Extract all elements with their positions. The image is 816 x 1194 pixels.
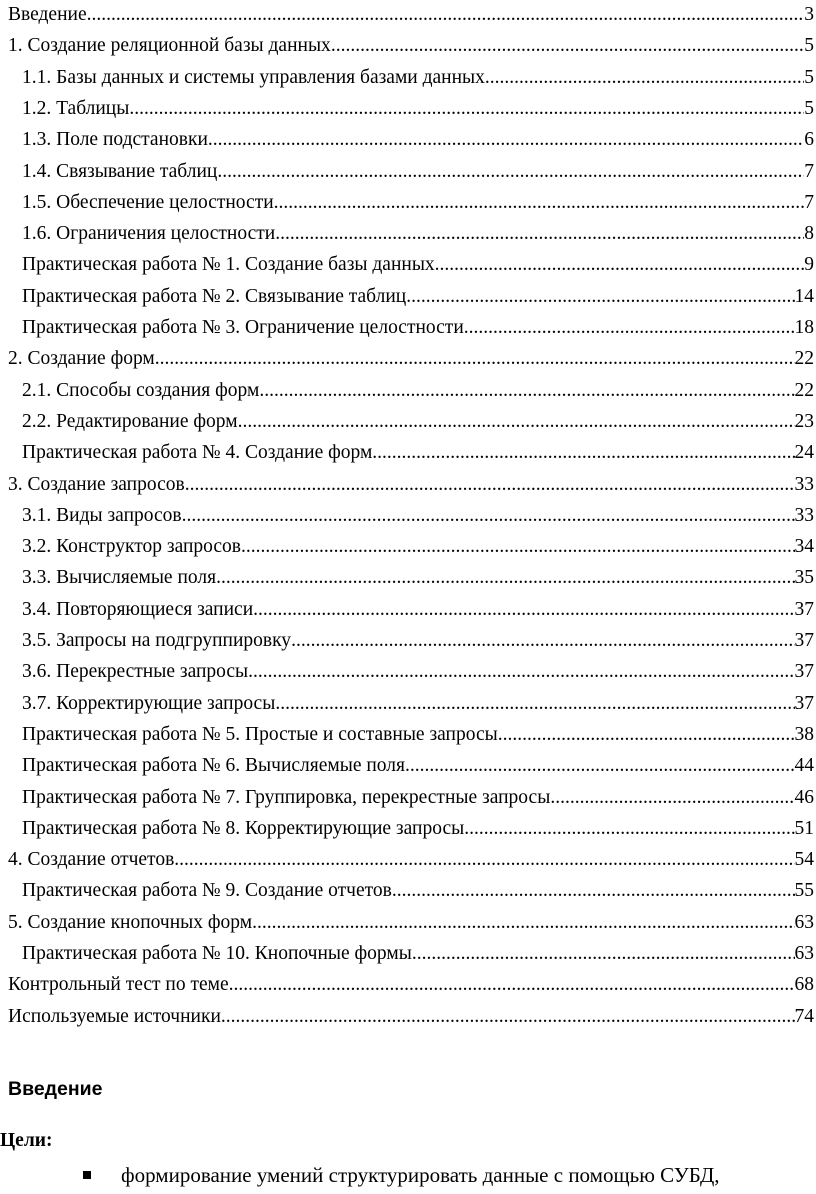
toc-entry[interactable]: [0, 562, 816, 593]
toc-entry-page: 22: [794, 348, 814, 370]
toc-dot-leader: [435, 249, 805, 280]
toc-entry-page: 23: [794, 410, 814, 432]
toc-dot-leader: [498, 719, 795, 750]
toc-entry-page: 24: [794, 442, 814, 464]
toc-dot-leader: [253, 594, 794, 625]
toc-dot-leader: [392, 875, 795, 906]
toc-entry-title: 1.1. Базы данных и системы управления базами данных: [22, 66, 485, 88]
toc-entry-title: 1.5. Обеспечение целостности: [22, 191, 274, 213]
toc-entry-page: 37: [794, 692, 814, 714]
toc-entry-page: 35: [794, 567, 814, 589]
toc-entry-page: 6: [804, 129, 814, 151]
toc-entry-title: Контрольный тест по теме: [8, 974, 229, 996]
toc-entry[interactable]: [0, 218, 816, 249]
toc-entry[interactable]: [0, 750, 816, 781]
toc-dot-leader: [485, 62, 804, 93]
toc-entry-title: 1.6. Ограничения целостности: [22, 223, 276, 245]
toc-entry-title: Практическая работа № 10. Кнопочные формы: [22, 943, 412, 964]
toc-entry-page: 33: [794, 504, 814, 526]
toc-entry[interactable]: [0, 469, 816, 500]
toc-entry-title: Используемые источники: [8, 1005, 221, 1027]
toc-dot-leader: [275, 688, 794, 719]
toc-dot-leader: [252, 907, 794, 938]
toc-entry[interactable]: [0, 656, 816, 687]
bullet-text: формирование умений структурировать данные с помощью СУБД,: [121, 1163, 720, 1187]
toc-entry-title: 4. Создание отчетов: [8, 849, 175, 871]
toc-entry-title: 3.5. Запросы на подгруппировку: [22, 630, 292, 651]
toc-entry-title: 3.3. Вычисляемые поля: [22, 567, 217, 589]
toc-entry-title: Практическая работа № 3. Ограничение целостности: [22, 317, 464, 338]
toc-entry-page: 37: [794, 661, 814, 683]
toc-entry-title: 3.4. Повторяющиеся записи: [22, 598, 254, 620]
toc-dot-leader: [331, 30, 804, 61]
toc-dot-leader: [275, 218, 804, 249]
toc-entry[interactable]: [0, 875, 816, 906]
toc-entry-page: 51: [794, 817, 814, 839]
toc-dot-leader: [185, 469, 795, 500]
toc-entry[interactable]: [0, 30, 816, 61]
toc-entry-title: 3. Создание запросов: [8, 473, 185, 495]
toc-entry-title: Практическая работа № 5. Простые и составные запросы: [22, 723, 498, 745]
toc-entry-page: 44: [794, 755, 814, 777]
toc-entry[interactable]: [0, 187, 816, 218]
toc-entry-title: 1. Создание реляционной базы данных: [8, 35, 331, 57]
toc-entry[interactable]: [0, 531, 816, 562]
toc-entry-page: 5: [804, 97, 814, 119]
toc-entry[interactable]: [0, 343, 816, 374]
toc-entry-page: 8: [804, 223, 814, 245]
toc-entry[interactable]: [0, 969, 816, 1000]
toc-entry-page: 63: [794, 943, 814, 964]
toc-entry-page: 38: [794, 723, 814, 745]
toc-entry[interactable]: [0, 688, 816, 719]
toc-entry[interactable]: [0, 375, 816, 406]
toc-entry-page: 37: [794, 598, 814, 620]
toc-entry[interactable]: [0, 281, 816, 312]
toc-dot-leader: [291, 625, 794, 656]
toc-dot-leader: [248, 656, 794, 687]
toc-entry-page: 9: [804, 254, 814, 276]
toc-entry-title: 3.1. Виды запросов: [22, 504, 182, 526]
toc-dot-leader: [412, 938, 795, 969]
toc-entry[interactable]: [0, 124, 816, 155]
toc-dot-leader: [464, 813, 794, 844]
toc-dot-leader: [208, 124, 804, 155]
toc-dot-leader: [217, 156, 804, 187]
toc-entry-page: 14: [794, 285, 814, 307]
toc-entry[interactable]: [0, 500, 816, 531]
toc-entry-title: 2.1. Способы создания форм: [22, 379, 260, 401]
toc-entry-title: 1.3. Поле подстановки: [22, 129, 208, 151]
toc-entry[interactable]: [0, 156, 816, 187]
toc-entry-page: 74: [794, 1005, 814, 1027]
toc-dot-leader: [87, 0, 805, 30]
toc-entry-page: 5: [804, 35, 814, 57]
toc-dot-leader: [464, 312, 795, 343]
toc-entry[interactable]: [0, 813, 816, 844]
toc-entry-title: 3.6. Перекрестные запросы: [22, 661, 249, 683]
toc-entry[interactable]: [0, 0, 816, 30]
toc-entry-title: Практическая работа № 6. Вычисляемые поля: [22, 755, 405, 777]
toc-entry-title: 2. Создание форм: [8, 348, 155, 370]
toc-dot-leader: [229, 969, 795, 1000]
square-bullet-icon: [83, 1171, 91, 1179]
toc-entry-page: 54: [794, 849, 814, 871]
toc-entry[interactable]: [0, 62, 816, 93]
toc-entry[interactable]: [0, 782, 816, 813]
toc-entry-title: Введение: [8, 4, 87, 25]
toc-entry-page: 33: [794, 473, 814, 495]
toc-entry[interactable]: [0, 719, 816, 750]
toc-entry-title: 2.2. Редактирование форм: [22, 410, 238, 432]
toc-dot-leader: [174, 844, 794, 875]
toc-entry[interactable]: [0, 406, 816, 437]
toc-dot-leader: [221, 1001, 795, 1032]
toc-entry-title: 3.2. Конструктор запросов: [22, 536, 241, 558]
toc-entry-title: 1.4. Связывание таблиц: [22, 160, 218, 182]
toc-dot-leader: [216, 562, 794, 593]
toc-entry-title: 5. Создание кнопочных форм: [8, 911, 253, 933]
toc-entry[interactable]: [0, 93, 816, 124]
toc-entry[interactable]: [0, 249, 816, 280]
toc-entry[interactable]: [0, 844, 816, 875]
toc-entry-page: 63: [794, 911, 814, 933]
toc-dot-leader: [182, 500, 795, 531]
toc-entry-page: 7: [804, 160, 814, 182]
toc-entry-page: 7: [804, 191, 814, 213]
toc-entry-title: Практическая работа № 1. Создание базы данных: [22, 254, 435, 276]
toc-entry-page: 46: [794, 786, 814, 808]
toc-entry[interactable]: [0, 312, 816, 343]
toc-entry[interactable]: [0, 594, 816, 625]
toc-dot-leader: [238, 406, 795, 437]
toc-entry-title: Практическая работа № 8. Корректирующие запросы: [22, 817, 465, 839]
toc-entry-title: Практическая работа № 4. Создание форм: [22, 442, 373, 464]
toc-dot-leader: [259, 375, 794, 406]
toc-entry-page: 37: [794, 630, 814, 651]
toc-entry-title: Практическая работа № 2. Связывание таблиц: [22, 285, 407, 307]
toc-entry-title: Практическая работа № 9. Создание отчетов: [22, 880, 392, 902]
toc-entry[interactable]: [0, 907, 816, 938]
toc-dot-leader: [550, 782, 794, 813]
section-heading: Введение: [8, 1078, 103, 1100]
toc-entry-page: 34: [794, 536, 814, 558]
toc-entry[interactable]: [0, 1001, 816, 1032]
toc-entry[interactable]: [0, 938, 816, 969]
toc-entry[interactable]: [0, 625, 816, 656]
toc-entry-page: 22: [794, 379, 814, 401]
toc-entry-title: 1.2. Таблицы: [22, 97, 130, 119]
toc-dot-leader: [155, 343, 795, 374]
toc-entry-page: 3: [804, 4, 814, 25]
goals-label: Цели:: [0, 1130, 53, 1151]
toc-entry-title: Практическая работа № 7. Группировка, перекрестные запросы: [22, 786, 551, 808]
toc-entry-page: 55: [794, 880, 814, 902]
toc-dot-leader: [372, 437, 794, 468]
toc-entry-page: 5: [804, 66, 814, 88]
toc-dot-leader: [129, 93, 804, 124]
toc-dot-leader: [405, 750, 795, 781]
toc-entry-title: 3.7. Корректирующие запросы: [22, 692, 276, 714]
toc-entry-page: 18: [794, 317, 814, 338]
toc-entry-page: 68: [794, 974, 814, 996]
toc-dot-leader: [241, 531, 795, 562]
toc-dot-leader: [274, 187, 805, 218]
toc-dot-leader: [406, 281, 794, 312]
toc-entry[interactable]: [0, 437, 816, 468]
